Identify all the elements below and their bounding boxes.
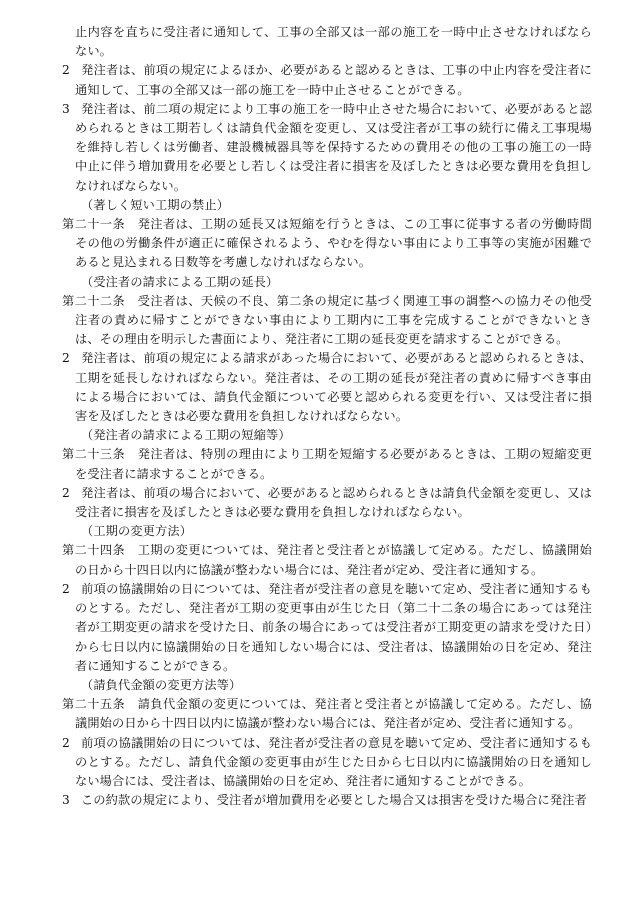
clause-number: 3 [62, 101, 70, 116]
clause-text: 発注者は、前二項の規定により工事の施工を一時中止させた場合において、必要があると認められるときは工期若しくは請負代金額を変更し、又は受注者が工事の続行に備え工事現場を維持し若しくは労働者、建設機械器具等を保持するための費用その他の工事の施工の一時中止に伴う増加費用を必要とし若しくは受注者に損害を及ぼしたときは必要な費用を負担しなければならない。 [75, 101, 592, 193]
article-paragraph: 第二十四条 工期の変更については、発注者と受注者とが協議して定める。ただし、協議開始の日から十四日以内に協議が整わない場合には、発注者が定め、受注者に通知する。 [62, 543, 592, 577]
clause-number: 3 [62, 793, 70, 808]
clause-item [62, 61, 592, 99]
clause-number: 2 [62, 63, 70, 78]
clause-number: 2 [62, 581, 70, 596]
clause-text: 発注者は、前項の規定によるほか、必要があると認めるときは、工事の中止内容を受注者に通知して、工事の全部又は一部の施工を一時中止させることができる。 [75, 63, 592, 97]
article-heading: （受注者の請求による工期の延長） [81, 274, 279, 289]
article-heading: （工期の変更方法） [81, 524, 193, 539]
clause-text: 発注者は、前項の場合において、必要があると認められるときは請負代金額を変更し、又は受注者に損害を及ぼしたときは必要な費用を負担しなければならない。 [75, 485, 592, 520]
article-heading: （著しく短い工期の禁止） [81, 197, 230, 212]
clause-number: 2 [62, 351, 70, 366]
article-heading: （請負代金額の変更方法等） [81, 677, 242, 692]
clause-item [62, 349, 592, 426]
clause-item [62, 484, 592, 522]
article-paragraph: 第二十一条 発注者は、工期の延長又は短縮を行うときは、この工事に従事する者の労働時間その他の労働条件が適正に確保されるよう、やむを得ない事由により工事等の実施が困難であると見込まれる日数等を考慮しなければならない。 [62, 217, 592, 270]
article-heading: （発注者の請求による工期の短縮等） [81, 428, 291, 443]
clause-number: 2 [62, 735, 70, 750]
clause-item [62, 580, 592, 676]
article-paragraph: 第二十三条 発注者は、特別の理由により工期を短縮する必要があるときは、工期の短縮変更を受注者に請求することができる。 [62, 447, 592, 481]
article-paragraph: 第二十二条 受注者は、天候の不良、第二条の規定に基づく関連工事の調整への協力その他受注者の責めに帰すことができない事由により工期内に工事を完成することができないときは、その理由を明示した書面により、発注者に工期の延長変更を請求することができる。 [62, 293, 592, 347]
clause-item [62, 791, 592, 810]
clause-number: 2 [62, 485, 70, 500]
clause-text: 発注者は、前項の規定による請求があった場合において、必要があると認められるときは、工期を延長しなければならない。発注者は、その工期の延長が発注者の責めに帰すべき事由による場合においては、請負代金額について必要と認められる変更を行い、又は受注者に損害を及ぼしたときは必要な費用を負担しなければならない。 [75, 351, 592, 424]
clause-item [62, 100, 592, 196]
clause-item [62, 734, 592, 792]
paragraph-continuation: 止内容を直ちに受注者に通知して、工事の全部又は一部の施工を一時中止させなければならない。 [75, 25, 592, 59]
clause-text: 前項の協議開始の日については、発注者が受注者の意見を聴いて定め、受注者に通知するものとする。ただし、発注者が工期の変更事由が生じた日（第二十二条の場合にあっては発注者が工期変更の請求を受けた日、前条の場合にあっては受注者が工期変更の請求を受けた日）から七日以内に協議開始の日を通知しない場合には、受注者は、協議開始の日を定め、発注者に通知することができる。 [75, 581, 592, 673]
article-paragraph: 第二十五条 請負代金額の変更については、発注者と受注者とが協議して定める。ただし、協議開始の日から十四日以内に協議が整わない場合には、発注者が定め、受注者に通知する。 [62, 697, 592, 731]
clause-text: この約款の規定により、受注者が増加費用を必要とした場合又は損害を受けた場合に発注者 [81, 793, 587, 808]
clause-text: 前項の協議開始の日については、発注者が受注者の意見を聴いて定め、受注者に通知するものとする。ただし、請負代金額の変更事由が生じた日から七日以内に協議開始の日を通知しない場合には、受注者は、協議開始の日を定め、発注者に通知することができる。 [75, 735, 592, 788]
